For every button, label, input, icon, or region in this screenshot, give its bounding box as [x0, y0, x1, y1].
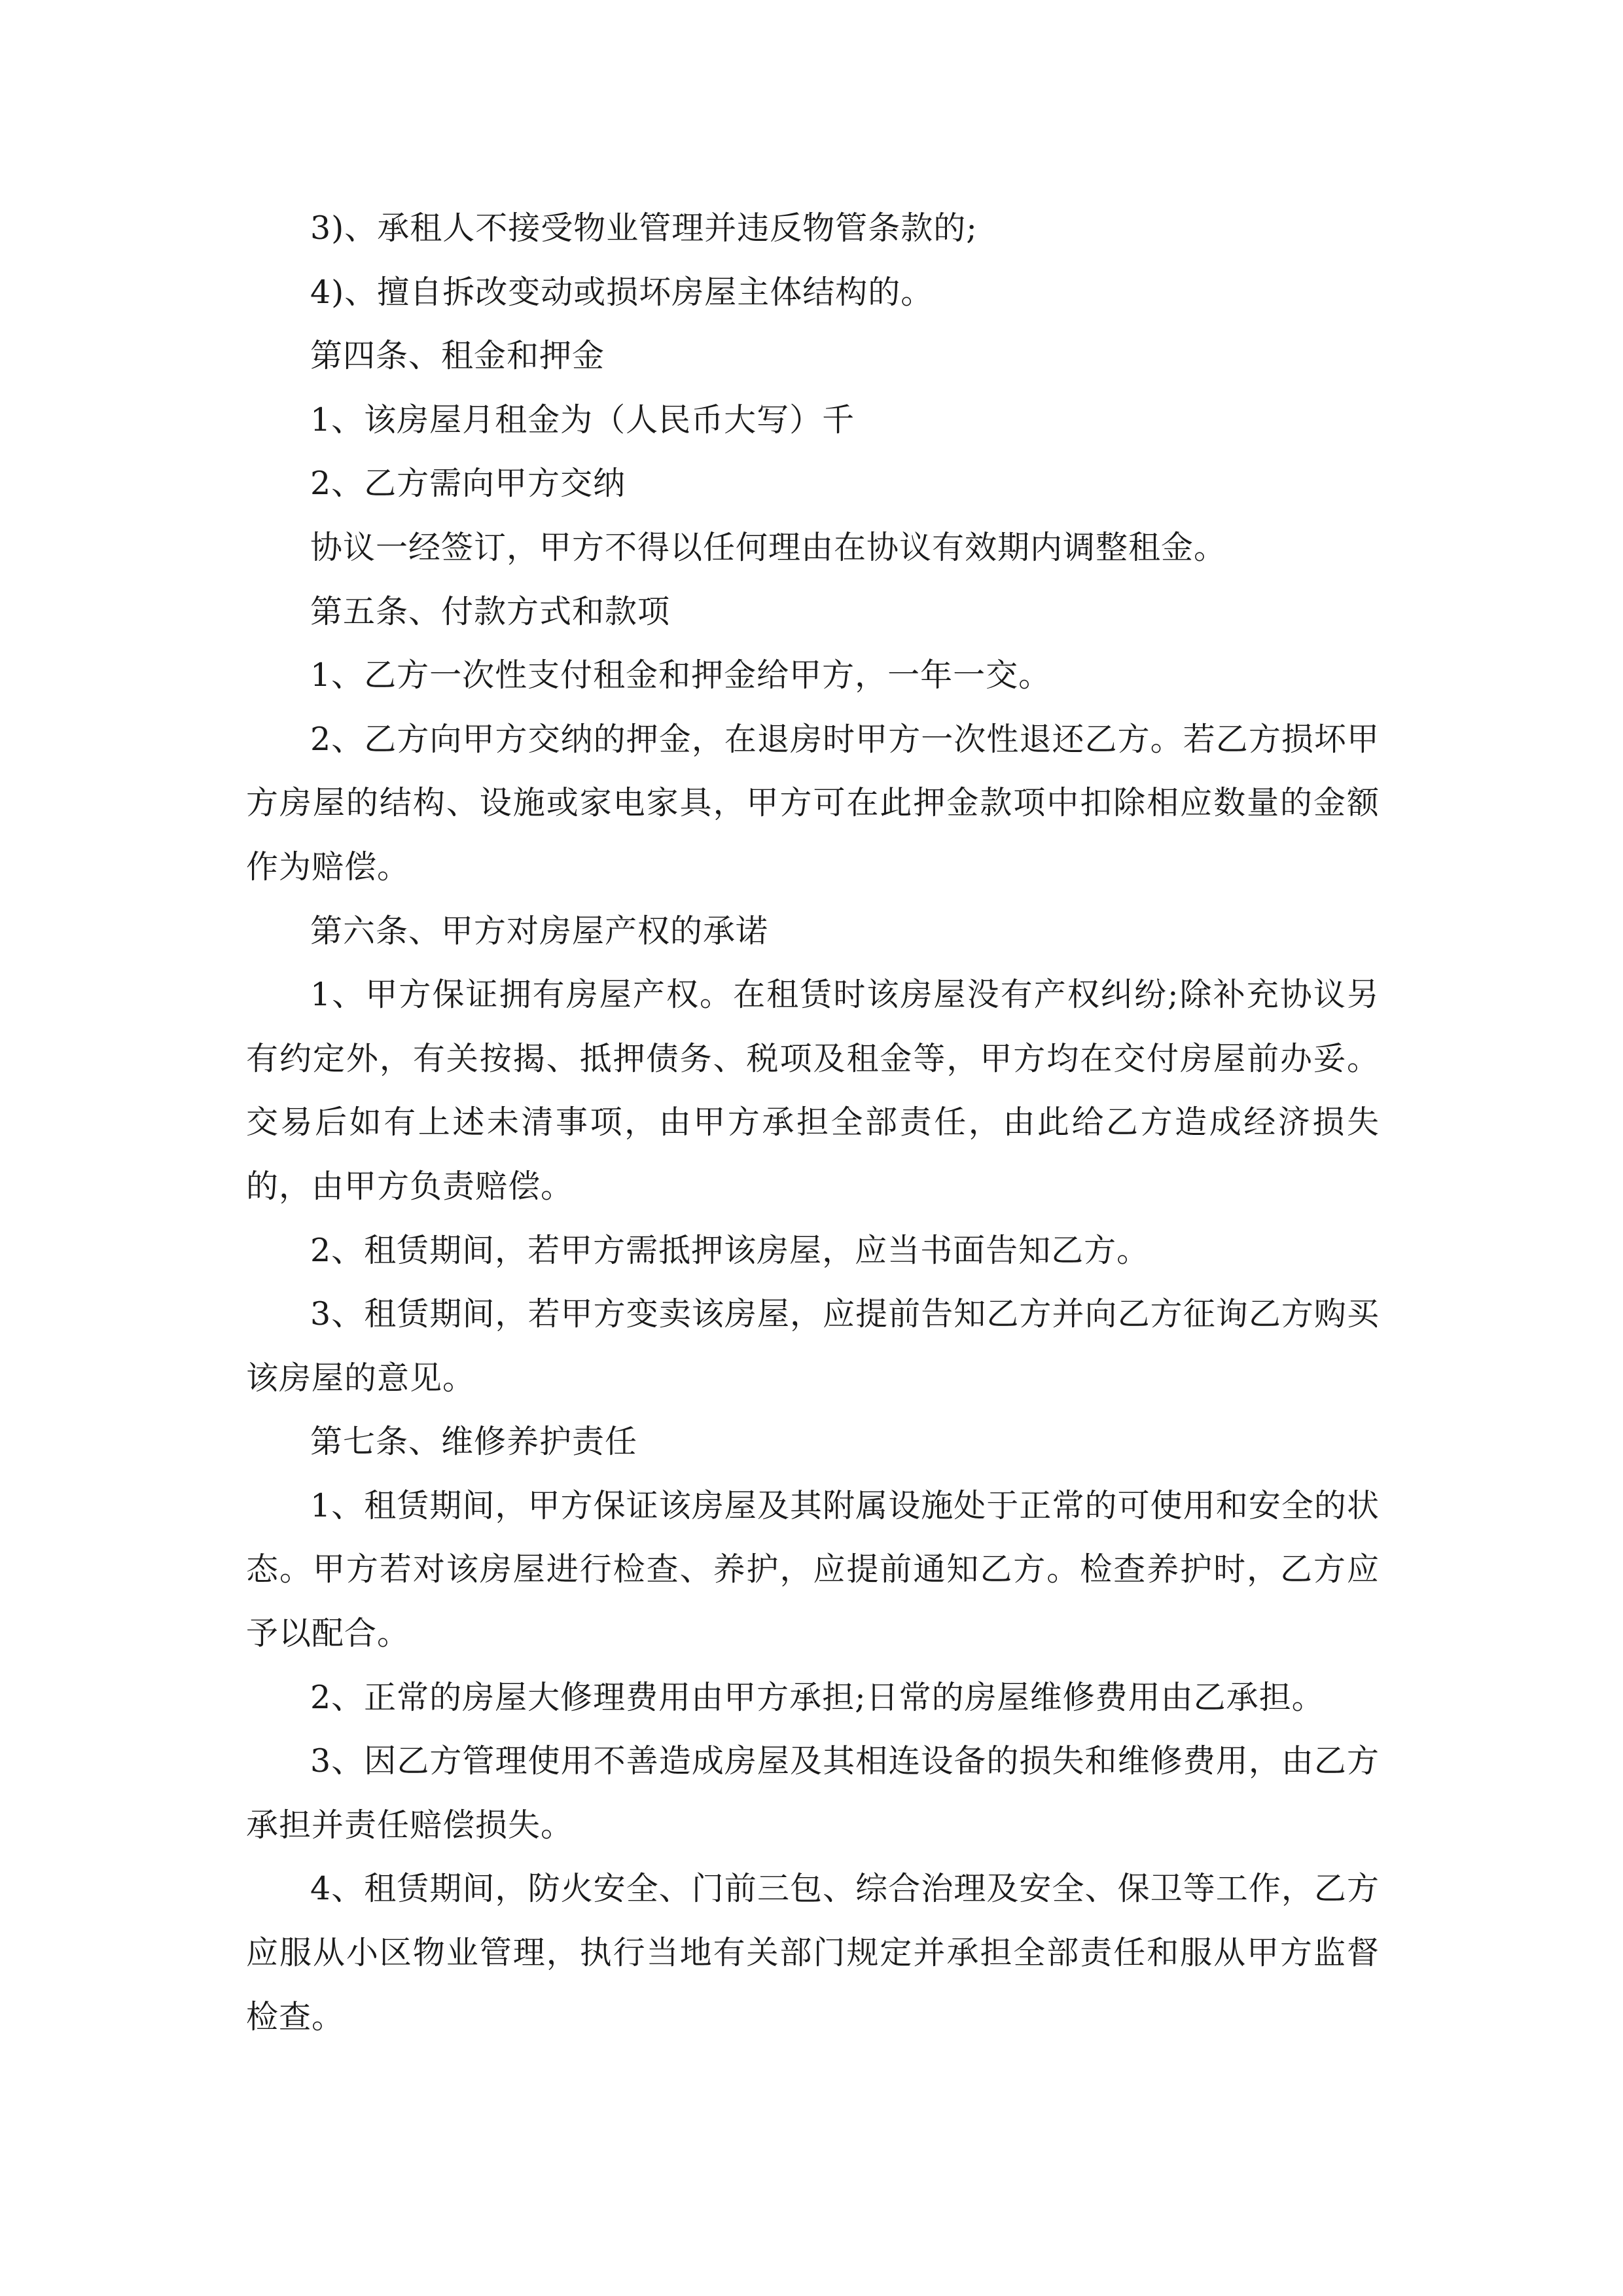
article-7-item-2: 2、正常的房屋大修理费用由甲方承担;日常的房屋维修费用由乙承担。 [310, 1678, 1325, 1716]
article-5-item-2: 2、乙方向甲方交纳的押金，在退房时甲方一次性退还乙方。若乙方损坏甲方房屋的结构、设施或家电家具，甲方可在此押金款项中扣除相应数量的金额作为赔偿。 [246, 720, 1380, 886]
article-5-heading: 第五条、付款方式和款项 [310, 592, 671, 630]
article-7-item-3: 3、因乙方管理使用不善造成房屋及其相连设备的损失和维修费用，由乙方承担并责任赔偿损失。 [246, 1742, 1380, 1844]
article-7-item-4: 4、租赁期间，防火安全、门前三包、综合治理及安全、保卫等工作，乙方应服从小区物业管理，执行当地有关部门规定并承担全部责任和服从甲方监督检查。 [246, 1870, 1380, 2036]
clause-3-item-3: 3)、承租人不接受物业管理并违反物管条款的; [310, 209, 978, 247]
article-6-heading: 第六条、甲方对房屋产权的承诺 [310, 912, 769, 950]
article-6-item-3: 3、租赁期间，若甲方变卖该房屋，应提前告知乙方并向乙方征询乙方购买该房屋的意见。 [246, 1295, 1380, 1397]
article-7-heading: 第七条、维修养护责任 [310, 1423, 638, 1461]
article-6-item-2: 2、租赁期间，若甲方需抵押该房屋，应当书面告知乙方。 [310, 1231, 1150, 1269]
article-4-heading: 第四条、租金和押金 [310, 337, 605, 375]
article-4-item-1: 1、该房屋月租金为（人民币大写）千 [310, 401, 855, 439]
clause-3-item-4: 4)、擅自拆改变动或损坏房屋主体结构的。 [310, 273, 934, 311]
article-4-note: 协议一经签订，甲方不得以任何理由在协议有效期内调整租金。 [310, 528, 1227, 566]
document-body [246, 196, 1380, 2049]
article-7-item-1: 1、租赁期间，甲方保证该房屋及其附属设施处于正常的可使用和安全的状态。甲方若对该房屋进行检查、养护，应提前通知乙方。检查养护时，乙方应予以配合。 [246, 1486, 1380, 1653]
article-6-item-1: 1、甲方保证拥有房屋产权。在租赁时该房屋没有产权纠纷;除补充协议另有约定外，有关按揭、抵押债务、税项及租金等，甲方均在交付房屋前办妥。交易后如有上述未清事项，由甲方承担全部责任，由此给乙方造成经济损失的，由甲方负责赔偿。 [246, 976, 1380, 1205]
article-5-item-1: 1、乙方一次性支付租金和押金给甲方，一年一交。 [310, 656, 1052, 694]
article-4-item-2: 2、乙方需向甲方交纳 [310, 465, 626, 503]
